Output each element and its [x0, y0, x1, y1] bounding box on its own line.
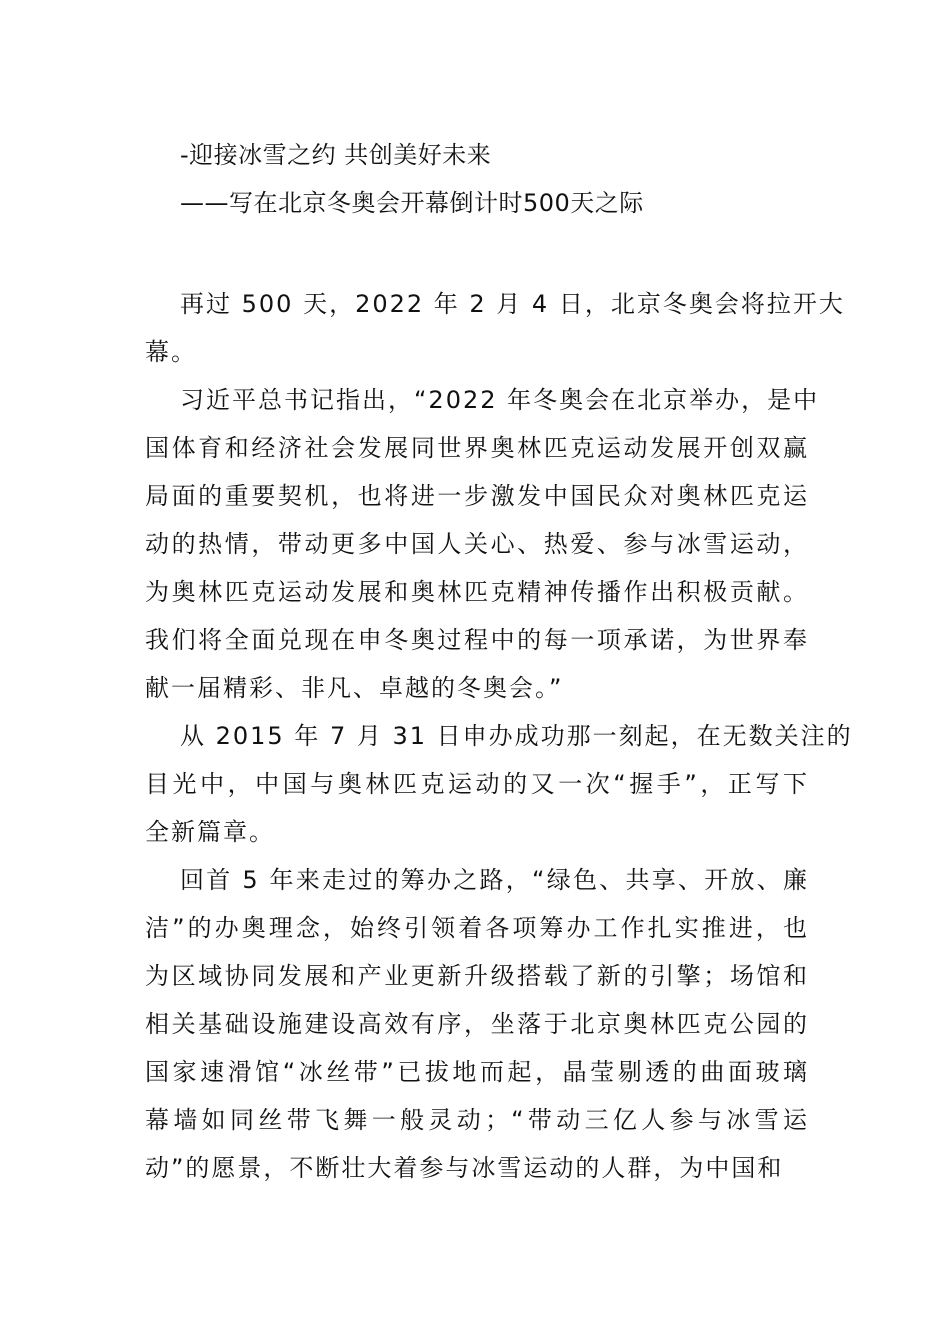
paragraph	[145, 856, 809, 1192]
paragraph-line: 再过 500 天，2022 年 2 月 4 日，北京冬奥会将拉开大	[180, 290, 845, 318]
paragraph	[145, 712, 853, 856]
paragraph-line: 洁”的办奥理念，始终引领着各项筹办工作扎实推进，也	[145, 914, 809, 942]
paragraph-line: 动”的愿景，不断壮大着参与冰雪运动的人群，为中国和	[145, 1154, 784, 1182]
paragraph-line: 为奥林匹克运动发展和奥林匹克精神传播作出积极贡献。	[145, 578, 809, 606]
paragraph-line: 国体育和经济社会发展同世界奥林匹克运动发展开创双赢	[145, 434, 809, 462]
paragraph-line: 为区域协同发展和产业更新升级搭载了新的引擎；场馆和	[145, 962, 809, 990]
paragraph-line: 相关基础设施建设高效有序，坐落于北京奥林匹克公园的	[145, 1010, 809, 1038]
paragraph-line: 目光中，中国与奥林匹克运动的又一次“握手”，正写下	[145, 770, 809, 798]
paragraph-line: 回首 5 年来走过的筹办之路，“绿色、共享、开放、廉	[180, 866, 809, 894]
paragraph-line: 幕。	[145, 338, 197, 366]
paragraph-line: 我们将全面兑现在申冬奥过程中的每一项承诺，为世界奉	[145, 626, 809, 654]
paragraph-line: 局面的重要契机，也将进一步激发中国民众对奥林匹克运	[145, 482, 809, 510]
paragraph-line: 从 2015 年 7 月 31 日申办成功那一刻起，在无数关注的	[180, 722, 853, 750]
paragraph-line: 动的热情，带动更多中国人关心、热爱、参与冰雪运动，	[145, 530, 809, 558]
paragraph-line: 习近平总书记指出，“2022 年冬奥会在北京举办，是中	[180, 386, 820, 414]
paragraph	[145, 280, 845, 376]
paragraph	[145, 376, 820, 712]
document-subtitle: ——写在北京冬奥会开幕倒计时500天之际	[180, 189, 644, 217]
title-block	[180, 131, 820, 227]
paragraph-line: 献一届精彩、非凡、卓越的冬奥会。”	[145, 674, 564, 702]
paragraph-line: 幕墙如同丝带飞舞一般灵动；“带动三亿人参与冰雪运	[145, 1106, 809, 1134]
document-title: -迎接冰雪之约 共创美好未来	[180, 141, 492, 169]
paragraph-line: 全新篇章。	[145, 818, 275, 846]
paragraph-line: 国家速滑馆“冰丝带”已拔地而起，晶莹剔透的曲面玻璃	[145, 1058, 809, 1086]
article-body	[145, 280, 853, 1192]
